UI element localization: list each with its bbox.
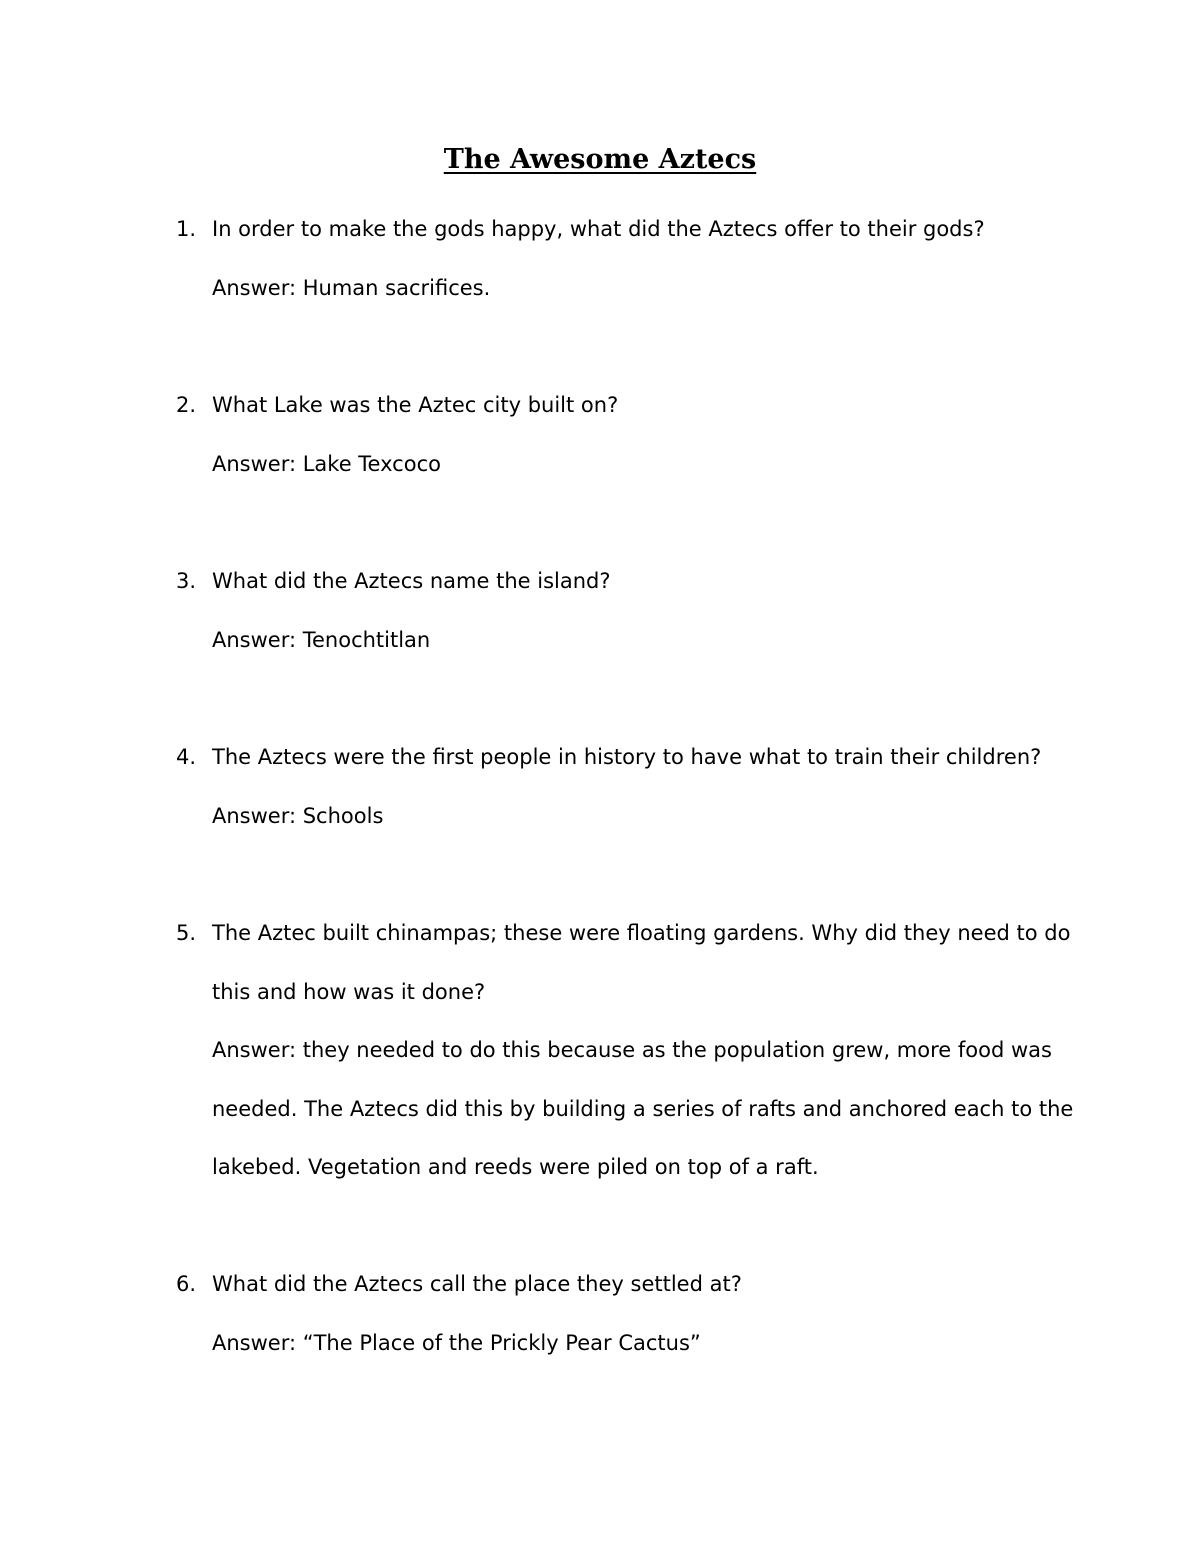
question-text: The Aztecs were the first people in history to have what to train their children? bbox=[212, 745, 1042, 769]
question-text: The Aztec built chinampas; these were floating gardens. Why did they need to do bbox=[212, 921, 1071, 945]
question-text: In order to make the gods happy, what did the Aztecs offer to their gods? bbox=[212, 217, 985, 241]
question-text: What Lake was the Aztec city built on? bbox=[212, 393, 619, 417]
question-number: 5. bbox=[176, 921, 197, 945]
answer-text: Answer: they needed to do this because as the population grew, more food was bbox=[212, 1038, 1052, 1062]
question-text: this and how was it done? bbox=[212, 980, 486, 1004]
answer-text: Answer: Lake Texcoco bbox=[212, 452, 441, 476]
answer-text: Answer: “The Place of the Prickly Pear Cactus” bbox=[212, 1331, 701, 1355]
answer-text: lakebed. Vegetation and reeds were piled on top of a raft. bbox=[212, 1155, 819, 1179]
question-number: 4. bbox=[176, 745, 197, 769]
answer-text: needed. The Aztecs did this by building a series of rafts and anchored each to the bbox=[212, 1097, 1074, 1121]
answer-text: Answer: Tenochtitlan bbox=[212, 628, 431, 652]
question-text: What did the Aztecs name the island? bbox=[212, 569, 611, 593]
question-number: 2. bbox=[176, 393, 197, 417]
question-number: 3. bbox=[176, 569, 197, 593]
question-number: 1. bbox=[176, 217, 197, 241]
answer-text: Answer: Schools bbox=[212, 804, 384, 828]
document-title: The Awesome Aztecs bbox=[443, 144, 757, 175]
answer-text: Answer: Human sacrifices. bbox=[212, 276, 491, 300]
question-number: 6. bbox=[176, 1272, 197, 1296]
question-text: What did the Aztecs call the place they settled at? bbox=[212, 1272, 742, 1296]
